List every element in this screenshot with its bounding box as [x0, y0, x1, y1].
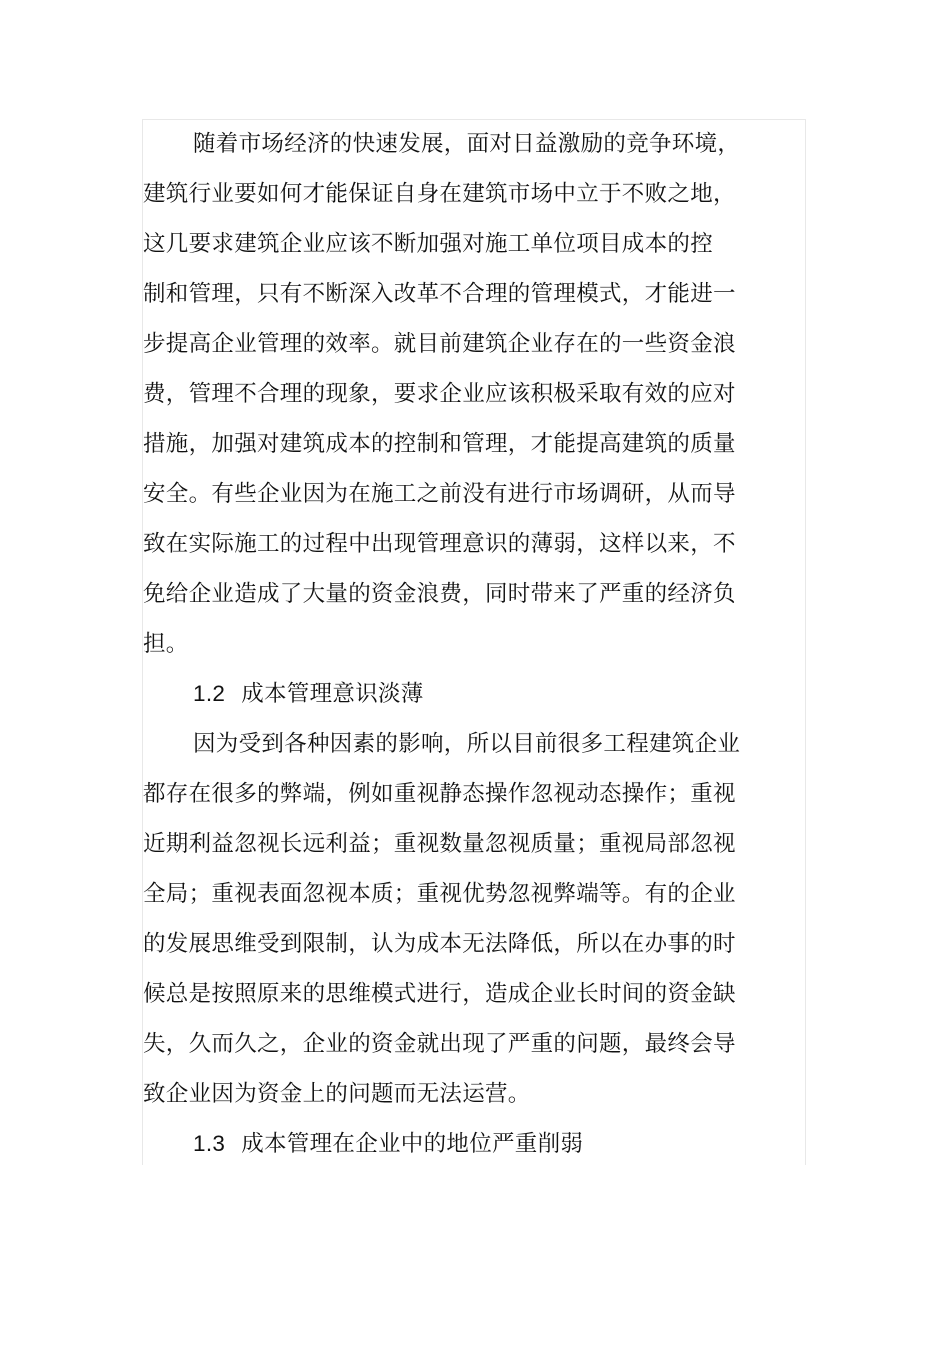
paragraph-line: 这几要求建筑企业应该不断加强对施工单位项目成本的控 — [143, 231, 714, 257]
paragraph-line: 担。 — [143, 631, 189, 657]
section-title: 成本管理意识淡薄 — [241, 681, 424, 707]
paragraph-line: 全局；重视表面忽视本质；重视优势忽视弊端等。有的企业 — [143, 881, 736, 907]
section-number: 1.2 — [193, 681, 226, 706]
paragraph-line: 费，管理不合理的现象，要求企业应该积极采取有效的应对 — [143, 381, 736, 407]
section-number: 1.3 — [193, 1131, 226, 1156]
paragraph-line: 都存在很多的弊端，例如重视静态操作忽视动态操作；重视 — [143, 781, 736, 807]
paragraph-line: 安全。有些企业因为在施工之前没有进行市场调研，从而导 — [143, 481, 736, 507]
paragraph-line: 近期利益忽视长远利益；重视数量忽视质量；重视局部忽视 — [143, 831, 736, 857]
paragraph-line: 免给企业造成了大量的资金浪费，同时带来了严重的经济负 — [143, 581, 736, 607]
paragraph-line: 因为受到各种因素的影响，所以目前很多工程建筑企业 — [193, 731, 741, 757]
document-body — [143, 119, 743, 1169]
paragraph-line: 措施，加强对建筑成本的控制和管理，才能提高建筑的质量 — [143, 431, 736, 457]
section-heading-1-2 — [143, 669, 743, 719]
paragraph-line: 随着市场经济的快速发展，面对日益激励的竞争环境， — [193, 131, 741, 157]
paragraph-market-economy — [143, 119, 743, 669]
paragraph-line: 候总是按照原来的思维模式进行，造成企业长时间的资金缺 — [143, 981, 736, 1007]
paragraph-line: 建筑行业要如何才能保证自身在建筑市场中立于不败之地， — [143, 181, 736, 207]
paragraph-line: 步提高企业管理的效率。就目前建筑企业存在的一些资金浪 — [143, 331, 736, 357]
paragraph-cost-awareness — [143, 719, 743, 1119]
paragraph-line: 失，久而久之，企业的资金就出现了严重的问题，最终会导 — [143, 1031, 736, 1057]
section-title: 成本管理在企业中的地位严重削弱 — [241, 1131, 584, 1157]
paragraph-line: 致企业因为资金上的问题而无法运营。 — [143, 1081, 531, 1107]
section-heading-1-3 — [143, 1119, 743, 1169]
paragraph-line: 制和管理，只有不断深入改革不合理的管理模式，才能进一 — [143, 281, 736, 307]
paragraph-line: 致在实际施工的过程中出现管理意识的薄弱，这样以来，不 — [143, 531, 736, 557]
paragraph-line: 的发展思维受到限制，认为成本无法降低，所以在办事的时 — [143, 931, 736, 957]
